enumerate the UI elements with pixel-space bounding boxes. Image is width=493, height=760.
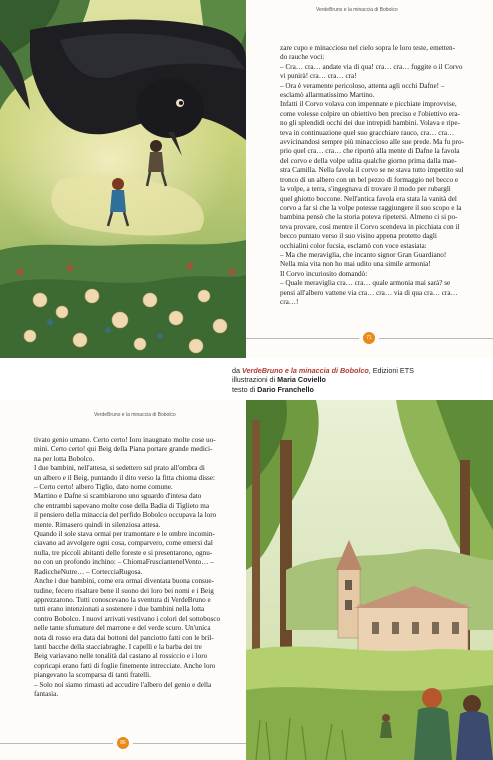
story-text [34,436,240,699]
text-line: un albero e il Beig, puntando il dito verso la fitta chioma disse: [34,473,216,482]
text-line: nota di rosso era data dai bottoni del panciotto fatti con le bril- [34,633,214,642]
page-rule-left [246,338,359,339]
credit-author-line [232,385,492,394]
page-rule-right [133,743,246,744]
text-line: – Ma che meraviglia, che incanto signor Gran Guardiano! [280,250,447,259]
text-line: avvicinandosi sempre più minaccioso alle sue prede. Ma fu pro- [280,138,465,147]
text-line: Anche i due bambini, come era ormai diventata buona consue- [34,577,215,586]
text-line: pensi all'albero vattene via cra… cra… via di qua cra… cra… [280,288,458,297]
crow-illustration-art [0,0,246,358]
text-line: mini. Certo certo! qui Beig della Piana portare grande medici- [34,445,213,454]
text-line: – Solo noi siamo rimasti ad accudire l'albero del genio e della [34,680,212,689]
running-head: VerdeBruno e la minaccia di Bobolco [316,7,398,13]
bottom-text-page [0,400,246,760]
text-line: lanti bacche della stacciabraghe. I capelli e la barba dei tre [34,642,202,651]
text-line: piangevano la scomparsa di tanti fratelli. [34,671,151,680]
text-line: Martino e Dafne si scambiarono uno sguardo d'intesa dato [34,492,202,501]
page-rule-right [379,338,493,339]
text-line: Nella mia vita non ho mai udito una simile armonia! [280,260,431,269]
text-line: Infatti il Corvo volava con impennate e picchiate improvvise, [280,100,457,109]
text-line: – Quale meraviglia cra… cra… quale armonia mai sarà? se [280,279,451,288]
text-line: la volpe, a terra, s'ingegnava di trovare il modo per rubargli [280,185,451,194]
text-line: tivato genio umano. Certo certo! Ioro inaugnato molte cose uo- [34,436,216,444]
text-line: Il Corvo incuriosito domandò: [280,269,368,278]
text-line: – Cra… cra… andate via di qua! cra… cra… fuggite o il Corvo [280,62,463,71]
text-line: zare cupo e minaccioso nel cielo sopra le loro teste, emetten- [280,44,456,52]
abbey-forest-illustration [246,400,493,760]
book-title: VerdeBruno e la minaccia di Bobolco [242,366,369,375]
author-name: Dario Franchello [257,384,314,394]
text-line: stra Camilla. Nella favola il corvo se ne stava tutto impettito sul [280,166,464,175]
page-number-badge: 71 [363,332,375,344]
text-line: prio quel cra… cra… che riportò alla mente di Dafne la favola [280,147,460,156]
text-line: no gli splendidi occhi dei due intrepidi bambini. Volava e ripe- [280,119,460,128]
credit-source-line [232,366,492,375]
text-line: corvo a far sì che la volpe potesse raggiungere il suo scopo e la [280,203,462,212]
credit-illustrator-line [232,375,492,384]
text-line: do rauche voci: [280,53,325,62]
text-line: occhialini color fucsia, esclamò con voce estasiata: [280,241,427,250]
crow-meadow-illustration [0,0,246,358]
text-line: tudine, fecero risaltare bene il suono dei loro bei nomi e i Beig [34,586,214,595]
page-number-badge: 86 [117,737,129,749]
text-line: becco puntato verso il suo visino appena protetto dagli [280,232,437,241]
text-line: ciavano ad avvolgere ogni cosa, comparvero, come emersi dal [34,539,213,548]
text-line: quel ghiotto boccone. Nell'antica favola era stata la vanità del [280,194,457,203]
text-line: che entrambi sapevano molte cose della Badia di Tiglieto ma [34,501,210,510]
text-line: copricapi erano fatti di foglie finemente intrecciate. Anche loro [34,661,216,670]
text-line: apprezzarono. Tutti conoscevano la sventura di VerdeBruno e [34,595,211,604]
text-line: – Ora è veramente pericoloso, attenta agli occhi Dafne! – [280,81,445,90]
text-line: vi punirà! cra… cra… cra! [280,72,357,81]
text-line: mente. Rimasero quindi in silenziosa attesa. [34,520,161,529]
top-text-page [246,0,493,358]
text-line: tronco di un albero con un bel pezzo di formaggio nel becco e [280,175,459,184]
abbey-illustration-art [246,400,493,760]
text-line: bambina pensò che la storia poteva ripetersi. Almeno ci si po- [280,213,458,222]
text-line: RadiccheNutre… – CortecciaRugosa. [34,567,143,576]
text-line: come volesse colpire un obiettivo ben preciso e l'obiettivo era- [280,109,460,118]
text-line: fantasia. [34,689,59,698]
text-line: cra…! [280,297,299,306]
credit-prefix: da [232,366,242,375]
text-line: na per lotta Bobolco. [34,454,95,463]
text-line: Beig variavano nelle tonalità dal castano al rossiccio e i loro [34,652,208,661]
running-head: VerdeBruno e la minaccia di Bobolco [94,412,176,418]
text-line: nulla, tre piccoli abitanti delle foreste e si presentarono, ognu- [34,548,213,557]
text-line: teva provare, così mentre il Corvo scendeva in picchiata con il [280,222,460,231]
text-line: no con un profondo inchino: – ChiomaFrusciantenelVento… – [34,558,214,567]
text-line: teva in continuazione quel suo gracchiare rauco, cra… cra… [280,128,455,137]
story-text [280,44,486,307]
author-label: testo di [232,384,258,394]
text-line: Quando il sole stava ormai per tramontare e le ombre incomin- [34,530,215,539]
text-line: tutti erano intenzionati a sostenere i due bambini nella lotta [34,605,205,614]
text-line: I due bambini, nell'attesa, si sedettero sul prato all'ombra di [34,464,205,473]
text-line: contro Bobolco. I nuovi arrivati vestivano i colori del sottobosco [34,614,221,623]
text-line: esclamò allarmatissimo Martino. [280,91,375,100]
text-line: del corvo e della volpe udita qualche giorno prima dalla mae- [280,156,457,165]
publisher: , Edizioni ETS [368,366,414,375]
book-credits [232,366,492,394]
text-line: nelle tante sfumature del marrone e del verde scuro. Un'unica [34,624,211,633]
illustrator-label: illustrazioni di [232,375,278,385]
page-rule-left [0,743,113,744]
text-line: – Certo certo! albero Tiglio, dato nome comune. [34,483,173,492]
illustrator-name: Maria Coviello [277,375,326,385]
text-line: il pensiero della minaccia del perfido Bobolco occupava la loro [34,511,217,520]
